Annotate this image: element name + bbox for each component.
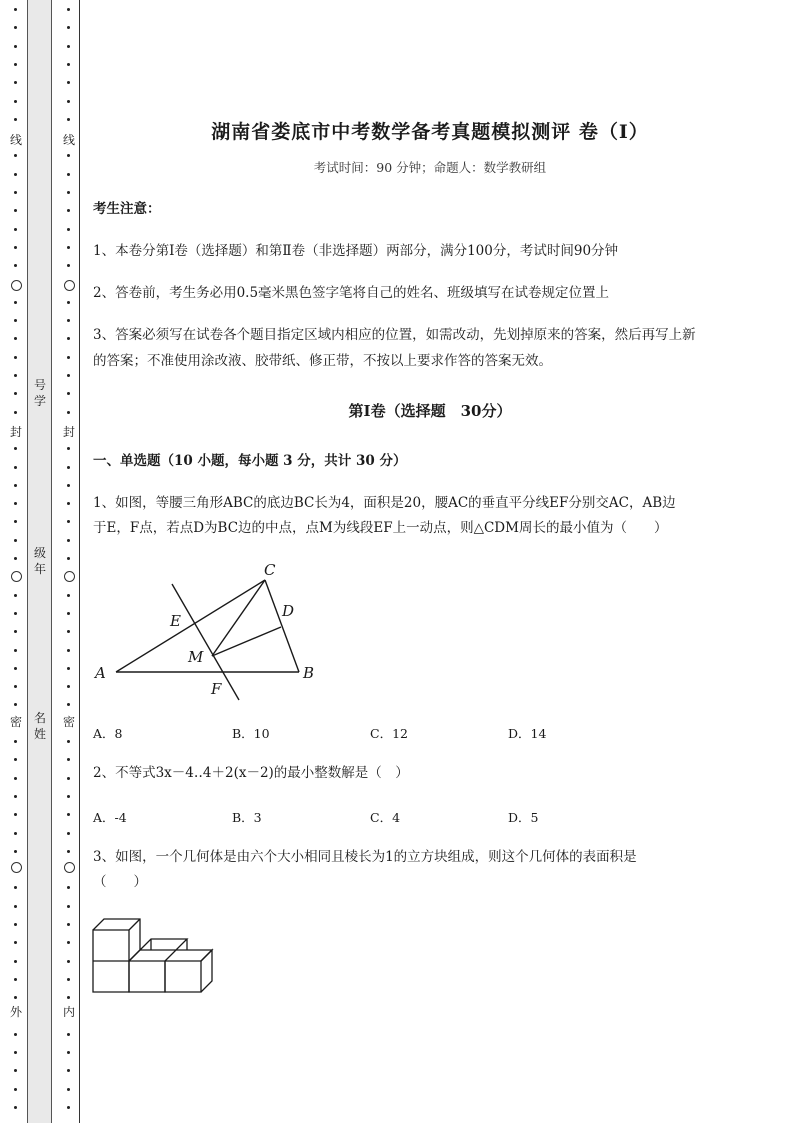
margin-dot xyxy=(14,960,17,963)
margin-dot xyxy=(67,447,70,450)
margin-dot xyxy=(14,649,17,652)
margin-dot xyxy=(67,209,70,212)
margin-dot xyxy=(14,45,17,48)
margin-dot xyxy=(67,630,70,633)
margin-dot xyxy=(67,1033,70,1036)
margin-circle xyxy=(64,862,75,873)
label-point-e: E xyxy=(170,612,181,630)
margin-dot xyxy=(67,466,70,469)
margin-dot xyxy=(14,1051,17,1054)
margin-dot xyxy=(67,960,70,963)
margin-dot xyxy=(14,557,17,560)
margin-dot xyxy=(67,319,70,322)
q2-option-b[interactable]: B．3 xyxy=(232,810,262,825)
margin-char-mi-inner: 密 xyxy=(59,714,79,730)
label-student-number: 号学 xyxy=(33,378,46,408)
margin-dot xyxy=(14,411,17,414)
notice-item-2: 2、答卷前，考生务必用0.5毫米黑色签字笔将自己的姓名、班级填写在试卷规定位置上 xyxy=(93,285,610,301)
margin-dot xyxy=(14,740,17,743)
cube-front-2 xyxy=(129,961,165,992)
margin-dot xyxy=(14,905,17,908)
margin-dot xyxy=(14,246,17,249)
margin-dot xyxy=(67,81,70,84)
margin-dot xyxy=(67,886,70,889)
margin-dot xyxy=(14,886,17,889)
margin-dot xyxy=(67,337,70,340)
margin-dot xyxy=(67,740,70,743)
cube-right-side xyxy=(201,950,212,992)
margin-char-xian: 线 xyxy=(6,132,26,148)
cube-figure xyxy=(90,910,235,995)
margin-circle xyxy=(11,862,22,873)
margin-rule xyxy=(79,0,80,1123)
margin-dot xyxy=(67,154,70,157)
margin-dot xyxy=(14,392,17,395)
question-3-line2: （ ） xyxy=(93,874,147,890)
question-1-line2: 于E，F点，若点D为BC边的中点，点M为线段EF上一动点，则△CDM周长的最小值为（ ） xyxy=(93,520,668,536)
margin-dot xyxy=(14,539,17,542)
margin-char-feng: 封 xyxy=(6,424,26,440)
margin-dot xyxy=(67,356,70,359)
q2-option-c[interactable]: C．4 xyxy=(370,810,401,825)
margin-dot xyxy=(14,191,17,194)
margin-dot xyxy=(14,228,17,231)
margin-dot xyxy=(67,978,70,981)
margin-dot xyxy=(14,63,17,66)
margin-dot xyxy=(67,1106,70,1109)
margin-dot xyxy=(14,356,17,359)
label-point-c: C xyxy=(264,561,276,579)
margin-dot xyxy=(67,100,70,103)
margin-dot xyxy=(67,941,70,944)
margin-dot xyxy=(14,1033,17,1036)
margin-dot xyxy=(67,594,70,597)
dotted-line-inner xyxy=(66,8,72,1123)
margin-dot xyxy=(67,758,70,761)
question-3-line1: 3、如图，一个几何体是由六个大小相同且棱长为1的立方块组成，则这个几何体的表面积是 xyxy=(93,849,637,865)
margin-dot xyxy=(67,685,70,688)
margin-dot xyxy=(14,832,17,835)
margin-dot xyxy=(14,484,17,487)
margin-dot xyxy=(67,667,70,670)
margin-dot xyxy=(14,612,17,615)
label-point-f: F xyxy=(211,680,222,698)
margin-dot xyxy=(14,1069,17,1072)
margin-dot xyxy=(67,832,70,835)
margin-dot xyxy=(14,685,17,688)
margin-dot xyxy=(67,502,70,505)
margin-dot xyxy=(67,374,70,377)
cube-back-top-1 xyxy=(140,939,187,950)
margin-dot xyxy=(67,557,70,560)
q1-option-a[interactable]: A．8 xyxy=(93,726,123,741)
margin-dot xyxy=(14,337,17,340)
margin-dot xyxy=(14,520,17,523)
margin-dot xyxy=(14,850,17,853)
margin-dot xyxy=(14,996,17,999)
margin-dot xyxy=(14,758,17,761)
exam-title: 湖南省娄底市中考数学备考真题模拟测评 卷（Ⅰ） xyxy=(211,121,649,143)
margin-dot xyxy=(67,813,70,816)
margin-dot xyxy=(14,630,17,633)
section-heading: 一、单选题（10 小题，每小题 3 分，共计 30 分） xyxy=(93,453,407,469)
margin-dot xyxy=(67,63,70,66)
section-title: 第Ⅰ卷（选择题 30分） xyxy=(348,402,512,420)
q2-option-a[interactable]: A．-4 xyxy=(93,810,127,825)
margin-dot xyxy=(67,26,70,29)
margin-dot xyxy=(14,795,17,798)
notice-item-1: 1、本卷分第Ⅰ卷（选择题）和第Ⅱ卷（非选择题）两部分，满分100分，考试时间90分钟 xyxy=(93,243,619,259)
margin-dot xyxy=(14,667,17,670)
margin-dot xyxy=(67,392,70,395)
margin-dot xyxy=(14,1088,17,1091)
margin-dot xyxy=(14,1106,17,1109)
margin-dot xyxy=(14,209,17,212)
margin-dot xyxy=(14,466,17,469)
margin-char-mi: 密 xyxy=(6,714,26,730)
label-grade: 级年 xyxy=(33,546,46,576)
q2-option-d[interactable]: D．5 xyxy=(508,810,539,825)
dotted-line-outer xyxy=(13,8,19,1123)
margin-dot xyxy=(67,228,70,231)
label-point-d: D xyxy=(282,602,295,620)
margin-dot xyxy=(14,813,17,816)
margin-circle xyxy=(11,571,22,582)
margin-dot xyxy=(67,118,70,121)
q1-option-c[interactable]: C．12 xyxy=(370,726,408,741)
margin-dot xyxy=(14,777,17,780)
triangle-figure xyxy=(88,556,328,706)
notice-item-3: 3、答案必须写在试卷各个题目指定区域内相应的位置，如需改动，先划掉原来的答案，然后再写上新 xyxy=(93,327,696,343)
margin-dot xyxy=(67,191,70,194)
margin-dot xyxy=(14,26,17,29)
label-point-m: M xyxy=(188,648,204,666)
question-1-line1: 1、如图，等腰三角形ABC的底边BC长为4，面积是20，腰AC的垂直平分线EF分别交AC，AB边 xyxy=(93,495,676,511)
margin-dot xyxy=(67,703,70,706)
margin-char-wai: 外 xyxy=(6,1004,26,1020)
margin-dot xyxy=(67,246,70,249)
margin-dot xyxy=(67,8,70,11)
margin-dot xyxy=(67,411,70,414)
margin-dot xyxy=(67,45,70,48)
margin-dot xyxy=(14,173,17,176)
question-2: 2、不等式3x－4‥4＋2(x－2)的最小整数解是（ ） xyxy=(93,765,409,781)
margin-dot xyxy=(67,996,70,999)
line-ef xyxy=(172,584,239,700)
margin-dot xyxy=(14,447,17,450)
segment-cb xyxy=(265,580,299,672)
margin-char-nei: 内 xyxy=(59,1004,79,1020)
margin-dot xyxy=(14,923,17,926)
label-point-b: B xyxy=(303,664,315,682)
margin-dot xyxy=(14,100,17,103)
margin-dot xyxy=(14,118,17,121)
label-point-a: A xyxy=(95,664,106,682)
margin-dot xyxy=(14,502,17,505)
margin-char-xian-inner: 线 xyxy=(59,132,79,148)
notice-heading: 考生注意： xyxy=(93,201,161,217)
cube-front-3 xyxy=(165,961,201,992)
margin-char-feng-inner: 封 xyxy=(59,424,79,440)
margin-dot xyxy=(67,520,70,523)
cube-back-top-2 xyxy=(165,950,212,961)
margin-dot xyxy=(14,374,17,377)
margin-dot xyxy=(67,1069,70,1072)
exam-subtitle: 考试时间：90 分钟；命题人：数学教研组 xyxy=(313,160,547,175)
margin-dot xyxy=(67,301,70,304)
margin-dot xyxy=(14,319,17,322)
margin-dot xyxy=(14,978,17,981)
margin-dot xyxy=(14,81,17,84)
margin-dot xyxy=(67,923,70,926)
margin-dot xyxy=(14,941,17,944)
margin-dot xyxy=(67,539,70,542)
margin-circle xyxy=(64,571,75,582)
margin-dot xyxy=(14,594,17,597)
margin-dot xyxy=(67,777,70,780)
margin-dot xyxy=(14,301,17,304)
margin-circle xyxy=(64,280,75,291)
notice-item-3-cont: 的答案；不准使用涂改液、胶带纸、修正带，不按以上要求作答的答案无效。 xyxy=(93,353,552,369)
margin-dot xyxy=(14,154,17,157)
margin-dot xyxy=(14,703,17,706)
margin-dot xyxy=(67,484,70,487)
margin-dot xyxy=(67,612,70,615)
label-name: 名姓 xyxy=(33,711,46,741)
margin-dot xyxy=(67,905,70,908)
margin-circle xyxy=(11,280,22,291)
margin-dot xyxy=(67,649,70,652)
margin-dot xyxy=(67,795,70,798)
margin-dot xyxy=(67,173,70,176)
margin-dot xyxy=(67,1051,70,1054)
margin-dot xyxy=(67,1088,70,1091)
margin-dot xyxy=(67,850,70,853)
margin-dot xyxy=(14,8,17,11)
margin-dot xyxy=(14,264,17,267)
q1-option-d[interactable]: D．14 xyxy=(508,726,547,741)
margin-dot xyxy=(67,264,70,267)
q1-option-b[interactable]: B．10 xyxy=(232,726,270,741)
